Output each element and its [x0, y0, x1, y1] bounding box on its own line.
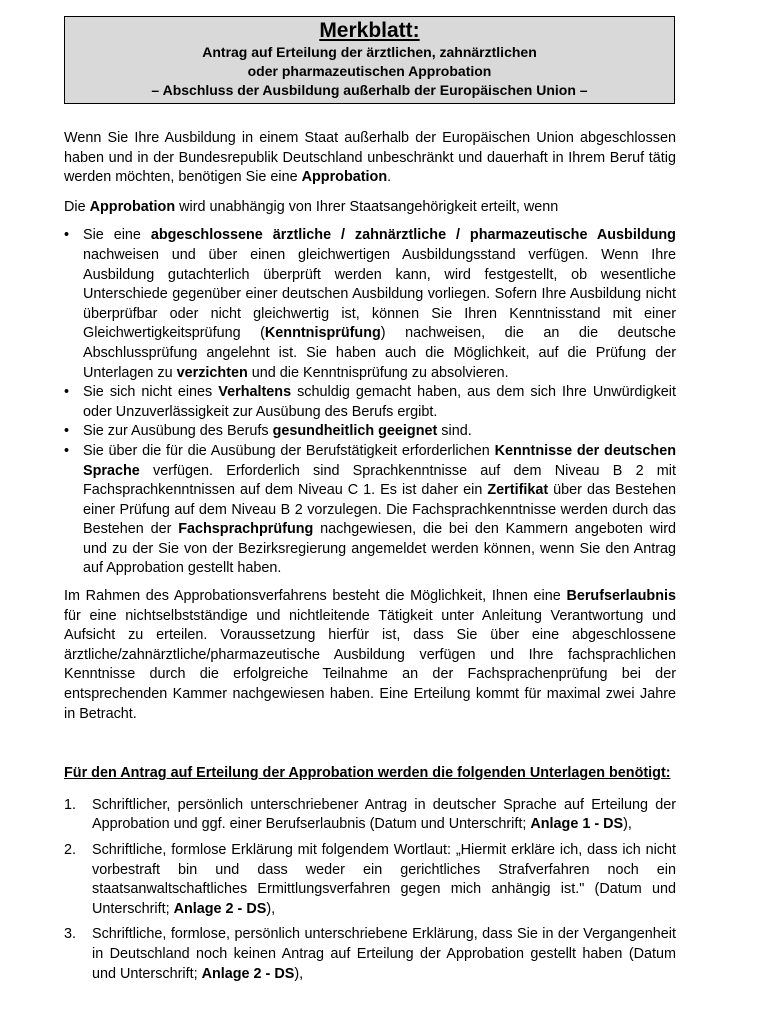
b1-mid2: ) nachweisen, die an die deutsche Abschlussprüfung angelehnt ist. Sie haben auch die Möglichkeit, auf die Prüfung der Unterlagen zu	[83, 325, 676, 381]
item-number-3: 3.	[64, 926, 77, 943]
subtitle-line-2: oder pharmazeutischen Approbation	[247, 63, 492, 79]
condition-intro-pre: Die	[64, 198, 90, 215]
b4-pre: Sie über die für die Ausübung der Berufstätigkeit erforderlichen	[83, 442, 495, 459]
intro-end: .	[387, 169, 392, 186]
i2-end: ),	[266, 900, 276, 917]
item-number-1: 1.	[64, 796, 77, 813]
b1-mid1: nachweisen und über einen gleichwertigen Ausbildungsstand verfügen. Wenn Ihre Ausbildung gutachterlich überprüft werden kann, wird festgestellt, ob wesentliche Unterschiede gegenüber einer deutschen Ausbildung vorliegen. Sofern Ihre Ausbildung nicht überprüfbar oder nicht gleichwertig ist, können Sie Ihren Kenntnisstand mit einer Gleichwertigkeitsprüfung (	[83, 246, 676, 342]
document-item-1	[64, 796, 676, 835]
b4-bold1: Kenntnisse der deutschen Sprache	[83, 442, 676, 479]
b2-bold: Verhaltens	[218, 384, 292, 401]
i1-end: ),	[623, 816, 632, 833]
b4-end: nachgewiesen, die bei den Kammern angeboten wird und zu der Sie von der Bezirksregierung angemeldet werden können, wenn Sie den Antrag auf Approbation gestellt haben.	[83, 521, 677, 577]
work-permit-paragraph	[64, 587, 676, 724]
i3-text: Schriftliche, formlose, persönlich unterschriebene Erklärung, dass Sie in der Vergangenheit in Deutschland noch keinen Antrag auf Erteilung der Approbation gestellt haben (Datum und Unterschrift;	[92, 926, 676, 982]
b4-mid2: über das Bestehen einer Prüfung auf dem Niveau B 2 vorzulegen. Die Fachsprachkenntnisse werden durch das Bestehen der	[83, 482, 676, 538]
b1-bold3: verzichten	[176, 364, 248, 381]
subtitle-line-1: Antrag auf Erteilung der ärztlichen, zahnärztlichen	[202, 44, 537, 60]
subtitle-line-3: – Abschluss der Ausbildung außerhalb der Europäischen Union –	[151, 82, 588, 98]
item-number-2: 2.	[64, 842, 77, 858]
i1-bold: Anlage 1 - DS	[530, 816, 624, 833]
b1-end: und die Kenntnisprüfung zu absolvieren.	[247, 364, 509, 381]
condition-item-conduct	[64, 383, 676, 422]
i1-text: Schriftlicher, persönlich unterschriebener Antrag in deutscher Sprache auf Erteilung der Approbation und ggf. einer Berufserlaubnis (Datum und Unterschrift;	[92, 796, 676, 833]
b2-post: schuldig gemacht haben, aus dem sich Ihre Unwürdigkeit oder Unzuverlässigkeit zur Ausübung des Berufs ergibt.	[83, 384, 677, 420]
documents-list	[64, 796, 676, 984]
document-item-3	[64, 925, 676, 984]
b1-pre: Sie eine	[83, 227, 151, 244]
b2-pre: Sie sich nicht eines	[83, 384, 219, 401]
i2-text: Schriftliche, formlose Erklärung mit folgendem Wortlaut: „Hiermit erkläre ich, dass ich nicht vorbestraft bin und dass weder ein gerichtliches Strafverfahren noch ein staatsanwaltschaftliches Ermittlungsverfahren gegen mich anhängig ist." (Datum und Unterschrift;	[92, 842, 676, 917]
p3-post: für eine nichtselbstständige und nichtleitende Tätigkeit unter Anleitung Verantwortung und Aufsicht zu erteilen. Voraussetzung hierfür ist, dass Sie über eine abgeschlossene ärztliche/zahnärztliche/pharmazeutische Ausbildung verfügen und Ihre fachsprachlichen Kenntnisse durch die erfolgreiche Teilnahme an der Fachsprachenprüfung bei der entsprechenden Kammer nachgewiesen haben. Eine Erteilung kommt für maximal zwei Jahre in Betracht.	[64, 607, 676, 722]
i3-bold: Anlage 2 - DS	[201, 965, 295, 982]
document-item-2	[64, 841, 676, 919]
i3-end: ),	[294, 965, 304, 982]
p3-bold: Berufserlaubnis	[566, 588, 676, 605]
condition-intro-post: wird unabhängig von Ihrer Staatsangehörigkeit erteilt, wenn	[175, 198, 559, 215]
conditions-list	[64, 226, 676, 579]
b4-bold2: Zertifikat	[487, 482, 549, 499]
i2-bold: Anlage 2 - DS	[173, 900, 267, 917]
b1-bold2: Kenntnisprüfung	[264, 325, 381, 342]
b3-bold: gesundheitlich geeignet	[272, 423, 438, 440]
condition-item-health	[64, 422, 676, 442]
p3-pre: Im Rahmen des Approbationsverfahrens besteht die Möglichkeit, Ihnen eine	[64, 588, 567, 605]
b4-bold3: Fachsprachprüfung	[178, 521, 314, 538]
condition-item-education	[64, 226, 676, 383]
title-box	[64, 16, 675, 104]
condition-item-language	[64, 442, 676, 579]
intro-paragraph	[64, 129, 676, 188]
document-title: Merkblatt:	[319, 19, 420, 42]
intro-bold-approbation: Approbation	[301, 169, 388, 186]
document-body	[64, 129, 676, 990]
b3-post: sind.	[437, 423, 472, 440]
b1-bold1: abgeschlossene ärztliche / zahnärztliche / pharmazeutische Ausbildung	[150, 227, 676, 244]
condition-intro-bold: Approbation	[89, 198, 176, 215]
condition-intro-paragraph	[64, 198, 676, 218]
b4-mid1: verfügen. Erforderlich sind Sprachkenntnisse auf dem Niveau B 2 mit Fachsprachkenntnissen auf dem Niveau C 1. Es ist daher ein	[83, 462, 676, 499]
b3-pre: Sie zur Ausübung des Berufs	[83, 423, 273, 440]
documents-heading: Für den Antrag auf Erteilung der Approbation werden die folgenden Unterlagen benötigt:	[64, 765, 671, 782]
intro-text: Wenn Sie Ihre Ausbildung in einem Staat außerhalb der Europäischen Union abgeschlossen haben und in der Bundesrepublik Deutschland unbeschränkt und dauerhaft in Ihrem Beruf tätig werden möchten, benötigen Sie eine	[64, 130, 676, 186]
